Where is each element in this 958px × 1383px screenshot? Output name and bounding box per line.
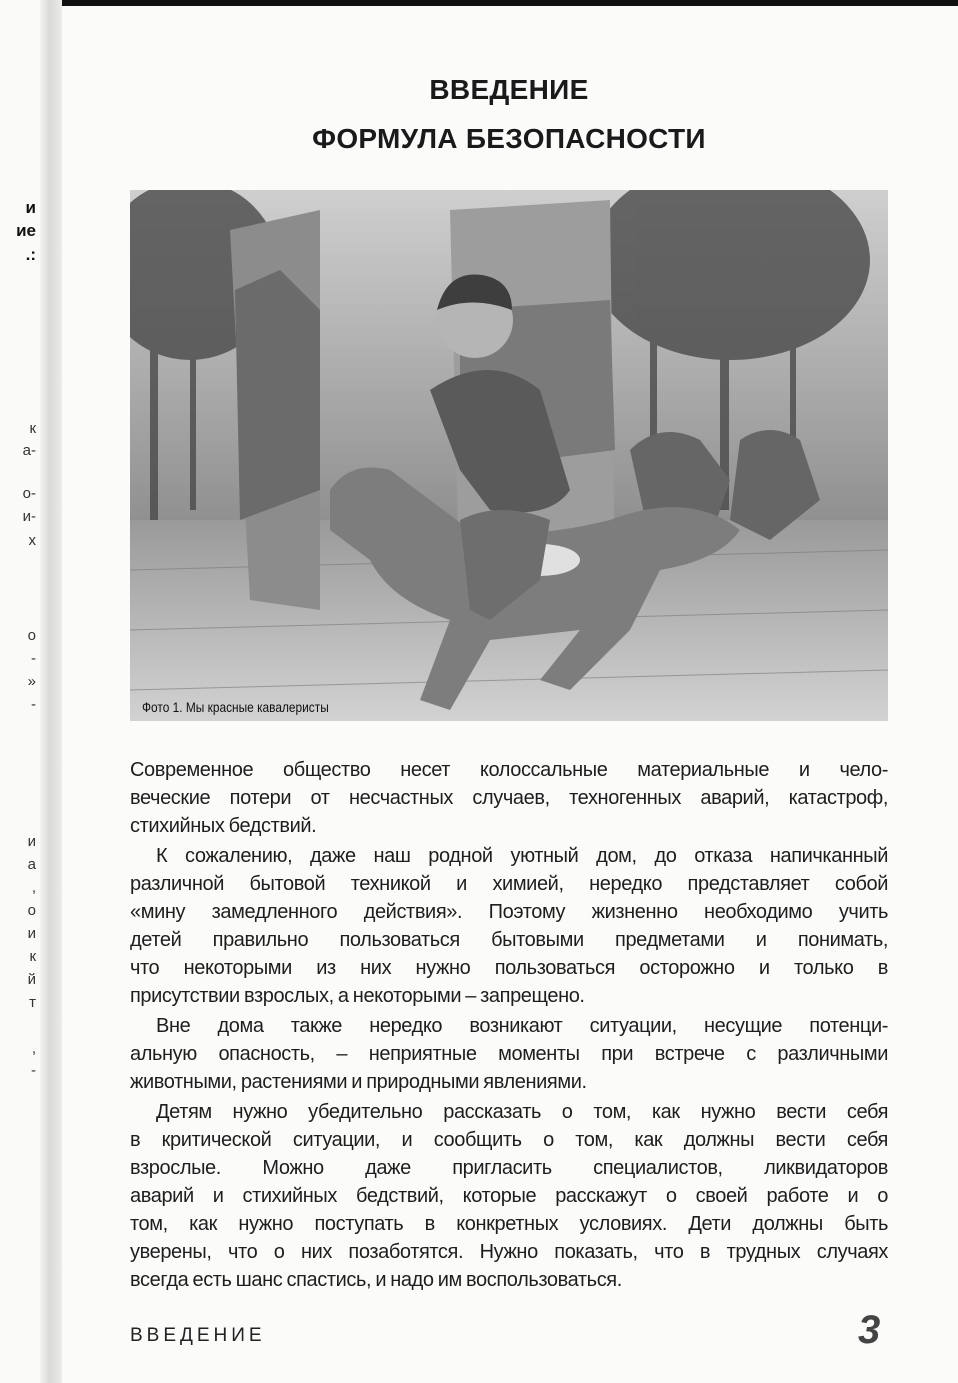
previous-page-fragment: а- xyxy=(22,442,36,459)
paragraph xyxy=(130,842,888,1010)
text-line: веческие потери от несчастных случаев, техногенных аварий, катастроф, xyxy=(130,787,888,809)
previous-page-fragment: - xyxy=(31,1062,36,1079)
text-line: Современное общество несет колоссальные материальные и чело- xyxy=(130,759,888,781)
previous-page-edge xyxy=(0,0,40,1383)
previous-page-fragment: - xyxy=(31,650,36,667)
photo-carousel-boy xyxy=(130,190,888,721)
scan-edge xyxy=(0,0,958,6)
text-line: «мину замедленного действия». Поэтому жизненно необходимо учить xyxy=(130,901,888,923)
previous-page-fragment: , xyxy=(31,1040,36,1057)
previous-page-fragment: к xyxy=(29,948,36,965)
paragraph xyxy=(130,1012,888,1096)
previous-page-fragment: - xyxy=(31,696,36,713)
book-gutter xyxy=(40,0,62,1383)
text-line: Детям нужно убедительно рассказать о том, как нужно вести себя xyxy=(156,1101,888,1123)
previous-page-fragment: » xyxy=(27,673,36,690)
previous-page-fragment: т xyxy=(29,994,36,1011)
previous-page-fragment: и xyxy=(25,198,36,217)
previous-page-fragment: о xyxy=(27,902,36,919)
text-line: К сожалению, даже наш родной уютный дом, до отказа напичканный xyxy=(156,845,888,867)
chapter-title: ВВЕДЕНИЕ xyxy=(429,74,589,105)
previous-page-fragment: ие xyxy=(16,221,36,240)
text-line: взрослые. Можно даже пригласить специалистов, ликвидаторов xyxy=(130,1157,888,1179)
text-line: животными, растениями и природными явлениями. xyxy=(130,1071,587,1093)
text-line: аварий и стихийных бедствий, которые расскажут о своей работе и о xyxy=(130,1185,888,1207)
photo-caption: Фото 1. Мы красные кавалеристы xyxy=(142,699,329,715)
previous-page-fragment: , xyxy=(31,879,36,896)
text-line: стихийных бедствий. xyxy=(130,815,317,837)
text-line: что некоторыми из них нужно пользоваться осторожно и только в xyxy=(130,957,888,979)
previous-page-fragment: о- xyxy=(22,485,36,502)
previous-page-fragment: х xyxy=(28,532,36,549)
text-line: уверены, что о них позаботятся. Нужно показать, что в трудных случаях xyxy=(130,1241,888,1263)
running-footer: ВВЕДЕНИЕ xyxy=(130,1325,266,1346)
previous-page-fragment: и- xyxy=(22,508,36,525)
paragraph xyxy=(130,756,888,840)
text-line: всегда есть шанс спастись, и надо им воспользоваться. xyxy=(130,1269,622,1291)
text-line: в критической ситуации, и сообщить о том, как должны вести себя xyxy=(130,1129,888,1151)
previous-page-fragment: й xyxy=(27,971,36,988)
previous-page-fragment: и xyxy=(27,833,36,850)
body-text xyxy=(130,756,888,1294)
text-line: детей правильно пользоваться бытовыми предметами и понимать, xyxy=(130,929,888,951)
text-line: Вне дома также нередко возникают ситуации, несущие потенци- xyxy=(156,1015,888,1037)
photo-image xyxy=(130,190,888,721)
previous-page-fragment: и xyxy=(27,925,36,942)
chapter-subtitle: ФОРМУЛА БЕЗОПАСНОСТИ xyxy=(312,123,706,154)
previous-page-fragment: а xyxy=(27,856,36,873)
previous-page-fragment: к xyxy=(29,420,36,437)
previous-page-fragment: о xyxy=(27,627,36,644)
text-line: различной бытовой техникой и химией, нередко представляет собой xyxy=(130,873,888,895)
previous-page-fragment: .: xyxy=(25,245,36,264)
text-line: присутствии взрослых, а некоторыми – запрещено. xyxy=(130,985,585,1007)
text-line: альную опасность, – неприятные моменты при встрече с различными xyxy=(130,1043,888,1065)
text-line: том, как нужно поступать в конкретных условиях. Дети должны быть xyxy=(130,1213,888,1235)
paragraph xyxy=(130,1098,888,1294)
page-number: 3 xyxy=(858,1308,881,1352)
